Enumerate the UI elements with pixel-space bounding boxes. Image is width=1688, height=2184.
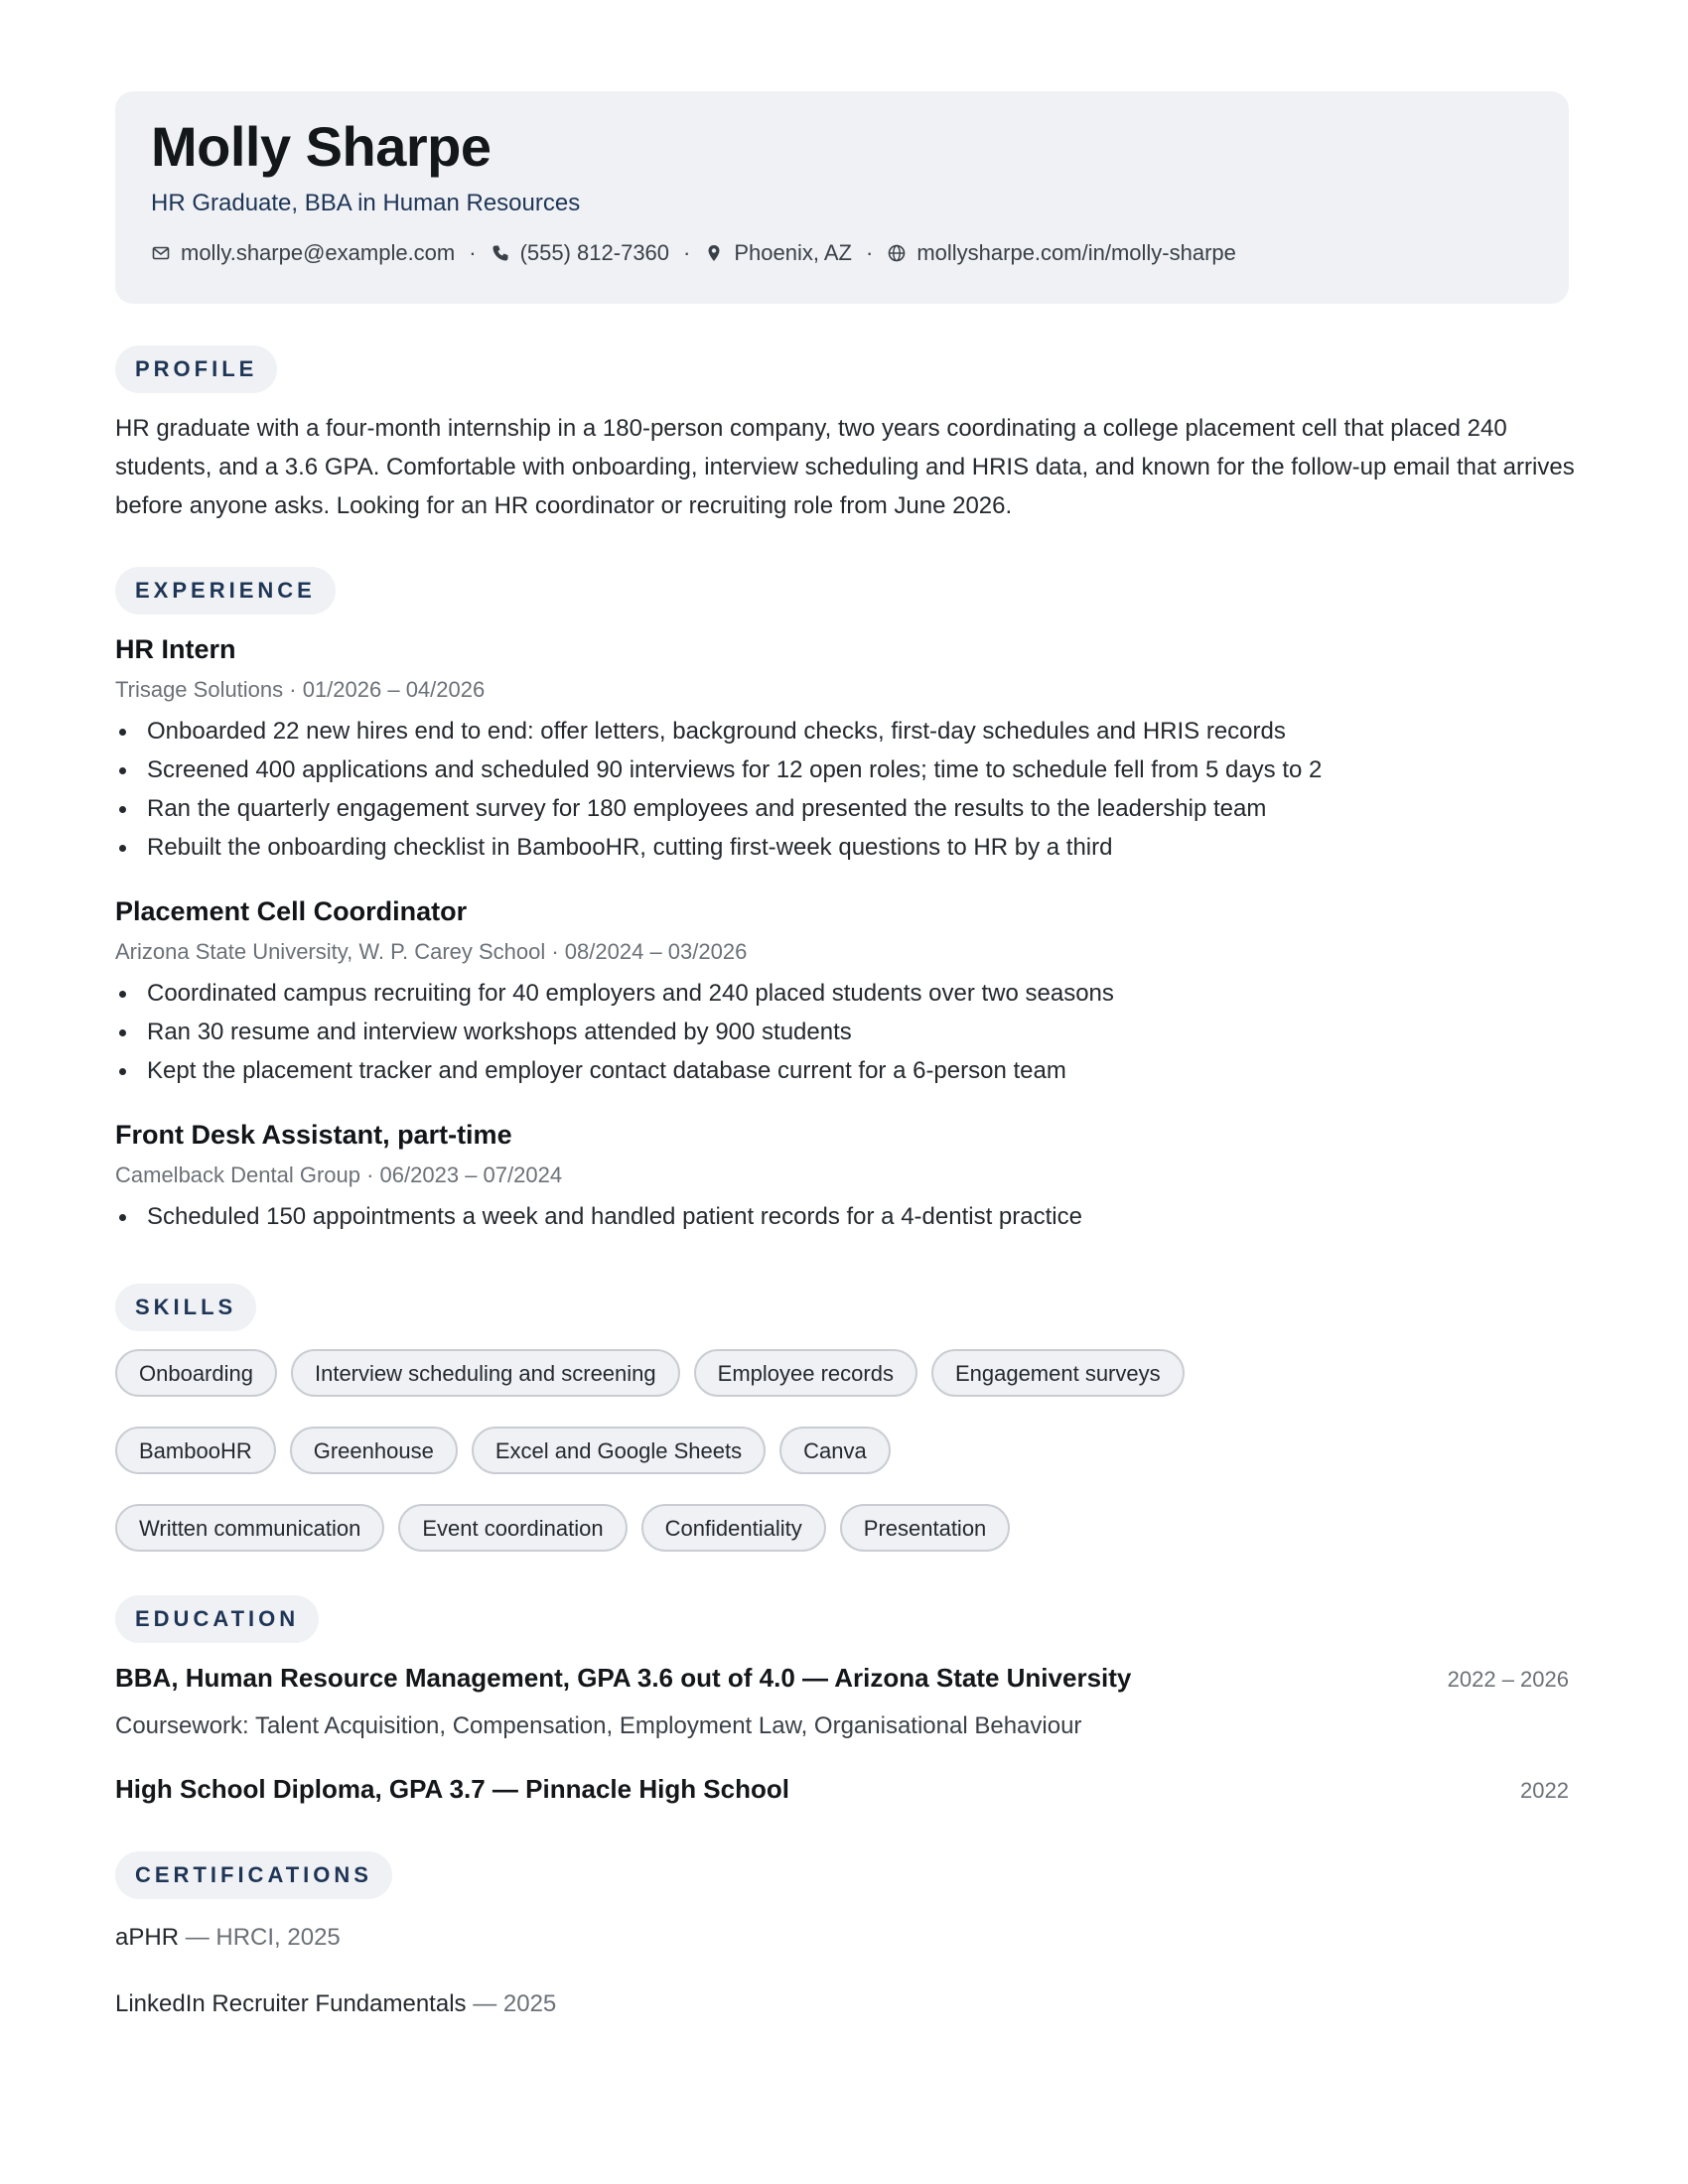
skill-chip: Greenhouse xyxy=(290,1427,458,1474)
job-bullets xyxy=(115,712,1575,867)
skills-row xyxy=(115,1504,1575,1552)
location-pin-icon xyxy=(704,243,724,263)
skill-chip: BambooHR xyxy=(115,1427,276,1474)
email-text: molly.sharpe@example.com xyxy=(181,240,456,265)
skill-chip: Written communication xyxy=(115,1504,384,1552)
bullet-item: Rebuilt the onboarding checklist in BambooHR, cutting first-week questions to HR by a third xyxy=(115,828,1575,867)
skill-chip: Presentation xyxy=(840,1504,1011,1552)
profile-summary: HR graduate with a four-month internship in a 180-person company, two years coordinating a college placement cell that placed 240 students, and a 3.6 GPA. Comfortable with onboarding, interview scheduling and HRIS data, and known for the follow-up email that arrives before anyone asks. Looking for an HR coordinator or recruiting role from June 2026. xyxy=(115,415,1575,519)
skill-chip: Interview scheduling and screening xyxy=(291,1349,680,1397)
section-heading-profile: PROFILE xyxy=(115,345,277,393)
contact-phone[interactable] xyxy=(491,238,669,268)
education-coursework: Coursework: Talent Acquisition, Compensation, Employment Law, Organisational Behaviour xyxy=(115,1712,1082,1739)
job-title: HR Intern xyxy=(115,634,236,664)
separator-dot: · xyxy=(866,240,874,265)
location-text: Phoenix, AZ xyxy=(734,240,852,265)
job-meta: Camelback Dental Group · 06/2023 – 07/2024 xyxy=(115,1162,563,1187)
phone-icon xyxy=(491,243,510,263)
skill-chip: Engagement surveys xyxy=(931,1349,1185,1397)
education-entry xyxy=(115,1663,1569,1694)
separator-dot: · xyxy=(683,240,691,265)
candidate-name: Molly Sharpe xyxy=(151,115,492,178)
skill-chip: Onboarding xyxy=(115,1349,277,1397)
mail-icon xyxy=(151,243,171,263)
section-heading-skills: SKILLS xyxy=(115,1284,256,1331)
bullet-item: Kept the placement tracker and employer contact database current for a 6-person team xyxy=(115,1051,1575,1090)
bullet-item: Onboarded 22 new hires end to end: offer letters, background checks, first-day schedules and HRIS records xyxy=(115,712,1575,751)
job-title: Placement Cell Coordinator xyxy=(115,896,468,926)
job-meta: Arizona State University, W. P. Carey School · 08/2024 – 03/2026 xyxy=(115,939,748,964)
website-text: mollysharpe.com/in/molly-sharpe xyxy=(916,240,1236,265)
certification-item xyxy=(115,1922,341,1954)
section-heading-certifications: CERTIFICATIONS xyxy=(115,1851,392,1899)
job-title: Front Desk Assistant, part-time xyxy=(115,1120,512,1150)
skill-chip: Canva xyxy=(779,1427,891,1474)
skills-chip-group xyxy=(115,1349,1575,1552)
bullet-item: Screened 400 applications and scheduled 90 interviews for 12 open roles; time to schedule fell from 5 days to 2 xyxy=(115,751,1575,789)
section-heading-education: EDUCATION xyxy=(115,1595,319,1643)
certification-name: aPHR xyxy=(115,1924,180,1951)
separator-dot: · xyxy=(469,240,477,265)
job-bullets xyxy=(115,974,1575,1090)
section-heading-experience: EXPERIENCE xyxy=(115,567,336,614)
contact-location xyxy=(704,238,852,268)
skill-chip: Excel and Google Sheets xyxy=(472,1427,766,1474)
education-years: 2022 xyxy=(1520,1778,1569,1803)
skill-chip: Event coordination xyxy=(398,1504,627,1552)
contact-row xyxy=(151,238,1533,268)
education-years: 2022 – 2026 xyxy=(1447,1667,1569,1692)
skills-row xyxy=(115,1349,1575,1397)
education-degree: High School Diploma, GPA 3.7 — Pinnacle High School xyxy=(115,1774,789,1804)
certification-item xyxy=(115,1988,556,2020)
bullet-item: Coordinated campus recruiting for 40 employers and 240 placed students over two seasons xyxy=(115,974,1575,1013)
candidate-title: HR Graduate, BBA in Human Resources xyxy=(151,190,581,216)
contact-website[interactable] xyxy=(887,238,1236,268)
phone-text: (555) 812-7360 xyxy=(519,240,670,265)
globe-icon xyxy=(887,243,907,263)
skill-chip: Employee records xyxy=(694,1349,917,1397)
certification-name: LinkedIn Recruiter Fundamentals xyxy=(115,1990,467,2017)
skill-chip: Confidentiality xyxy=(641,1504,826,1552)
certification-issuer: — HRCI, 2025 xyxy=(179,1924,341,1951)
bullet-item: Ran the quarterly engagement survey for 180 employees and presented the results to the leadership team xyxy=(115,789,1575,828)
header-card xyxy=(115,91,1569,304)
contact-email[interactable] xyxy=(151,238,455,268)
bullet-item: Ran 30 resume and interview workshops attended by 900 students xyxy=(115,1013,1575,1051)
skills-row xyxy=(115,1427,1575,1474)
job-meta: Trisage Solutions · 01/2026 – 04/2026 xyxy=(115,677,486,702)
certification-issuer: — 2025 xyxy=(466,1990,557,2017)
education-degree: BBA, Human Resource Management, GPA 3.6 out of 4.0 — Arizona State University xyxy=(115,1663,1132,1693)
job-bullets xyxy=(115,1197,1575,1236)
education-entry xyxy=(115,1774,1569,1805)
bullet-item: Scheduled 150 appointments a week and handled patient records for a 4-dentist practice xyxy=(115,1197,1575,1236)
